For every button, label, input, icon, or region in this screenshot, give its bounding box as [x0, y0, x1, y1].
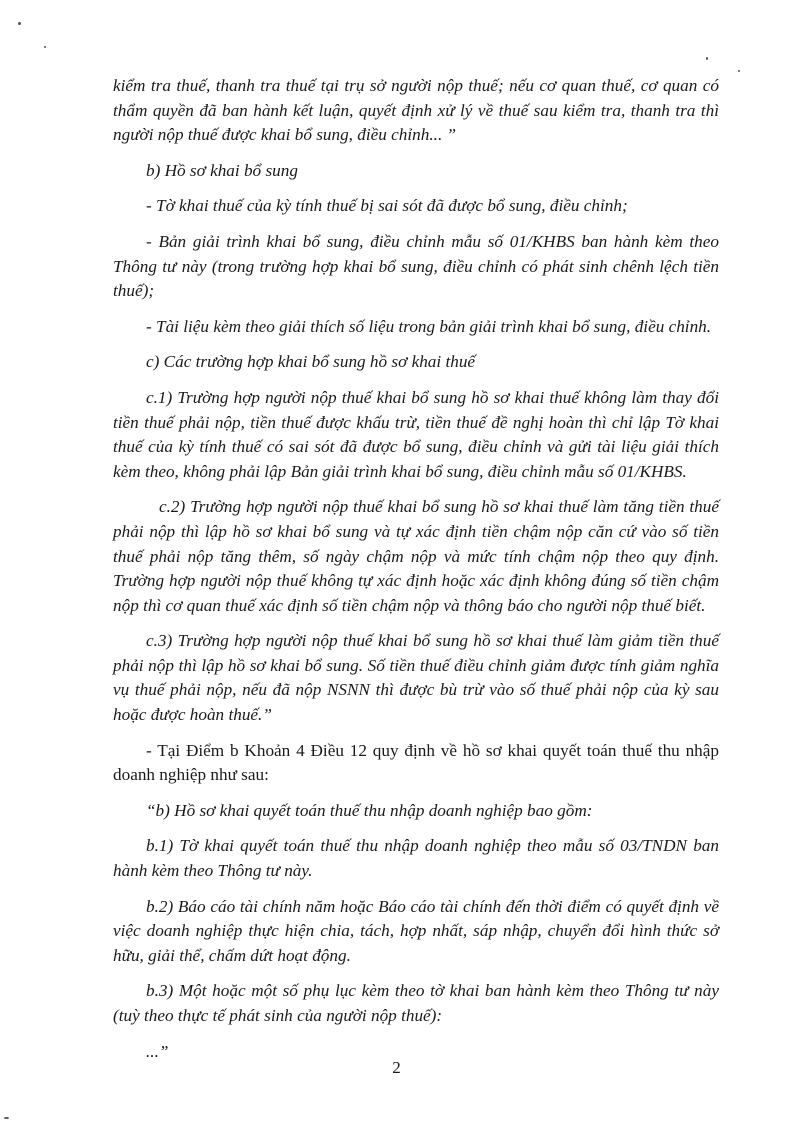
heading-c-supplementary-cases: c) Các trường hợp khai bổ sung hồ sơ khai thuế — [146, 352, 476, 372]
list-item-supporting-documents: - Tài liệu kèm theo giải thích số liệu trong bản giải trình khai bổ sung, điều chỉnh. — [146, 316, 712, 336]
paragraph-b-settlement-dossier: “b) Hồ sơ khai quyết toán thuế thu nhập doanh nghiệp bao gồm: — [146, 800, 593, 820]
paragraph-c1: c.1) Trường hợp người nộp thuế khai bổ sung hồ sơ khai thuế không làm thay đổi tiền thuế phải nộp, tiền thuế được khấu trừ, tiền thuế đề nghị hoàn thì chỉ lập Tờ khai thuế của kỳ tính thuế có sai sót đã được bổ sung, điều chỉnh và gửi tài liệu giải thích kèm theo, không phải lập Bản giải trình khai bổ sung, điều chỉnh mẫu số 01/KHBS. — [113, 387, 719, 481]
paragraph-b1: b.1) Tờ khai quyết toán thuế thu nhập doanh nghiệp theo mẫu số 03/TNDN ban hành kèm theo Thông tư này. — [113, 836, 719, 881]
list-item-explanation-form: - Bản giải trình khai bổ sung, điều chỉnh mẫu số 01/KHBS ban hành kèm theo Thông tư này (trong trường hợp khai bổ sung, điều chỉnh có phát sinh chênh lệch tiền thuế); — [113, 231, 719, 301]
scan-speck — [44, 46, 46, 48]
paragraph-c2: c.2) Trường hợp người nộp thuế khai bổ sung hồ sơ khai thuế làm tăng tiền thuế phải nộp thì lập hồ sơ khai bổ sung và tự xác định tiền chậm nộp căn cứ vào số tiền thuế phải nộp tăng thêm, số ngày chậm nộp và mức tính chậm nộp theo quy định. Trường hợp người nộp thuế không tự xác định hoặc xác định không đúng số tiền chậm nộp thì cơ quan thuế xác định số tiền chậm nộp và thông báo cho người nộp thuế biết. — [113, 497, 719, 615]
paragraph-article-12: - Tại Điểm b Khoản 4 Điều 12 quy định về hồ sơ khai quyết toán thuế thu nhập doanh nghiệp như sau: — [113, 740, 719, 785]
paragraph-b3: b.3) Một hoặc một số phụ lục kèm theo tờ khai ban hành kèm theo Thông tư này (tuỳ theo thực tế phát sinh của người nộp thuế): — [113, 981, 719, 1025]
scan-speck — [4, 1117, 9, 1119]
page-number: 2 — [392, 1058, 401, 1077]
paragraph-c3: c.3) Trường hợp người nộp thuế khai bổ sung hồ sơ khai thuế làm giảm tiền thuế phải nộp thì lập hồ sơ khai bổ sung. Số tiền thuế điều chỉnh giảm được tính giảm nghĩa vụ thuế phải nộp, nếu đã nộp NSNN thì được bù trừ vào số thuế phải nộp của kỳ sau hoặc được hoàn thuế.” — [113, 631, 719, 725]
scan-speck — [706, 57, 708, 60]
heading-b-supplementary-dossier: b) Hồ sơ khai bổ sung — [146, 160, 298, 180]
paragraph-continuation: kiểm tra thuế, thanh tra thuế tại trụ sở người nộp thuế; nếu cơ quan thuế, cơ quan có thẩm quyền đã ban hành kết luận, quyết định xử lý về thuế sau kiểm tra, thanh tra thì người nộp thuế được khai bổ sung, điều chỉnh... ” — [113, 76, 719, 145]
document-body — [113, 74, 719, 1075]
list-item-tax-declaration: - Tờ khai thuế của kỳ tính thuế bị sai sót đã được bổ sung, điều chỉnh; — [146, 196, 628, 216]
scan-speck — [18, 22, 21, 25]
paragraph-b2: b.2) Báo cáo tài chính năm hoặc Báo cáo tài chính đến thời điểm có quyết định về việc doanh nghiệp thực hiện chia, tách, hợp nhất, sáp nhập, chuyển đổi hình thức sở hữu, giải thể, chấm dứt hoạt động. — [113, 896, 719, 965]
scan-speck — [738, 70, 740, 72]
paragraph-ellipsis: ...” — [146, 1041, 169, 1061]
